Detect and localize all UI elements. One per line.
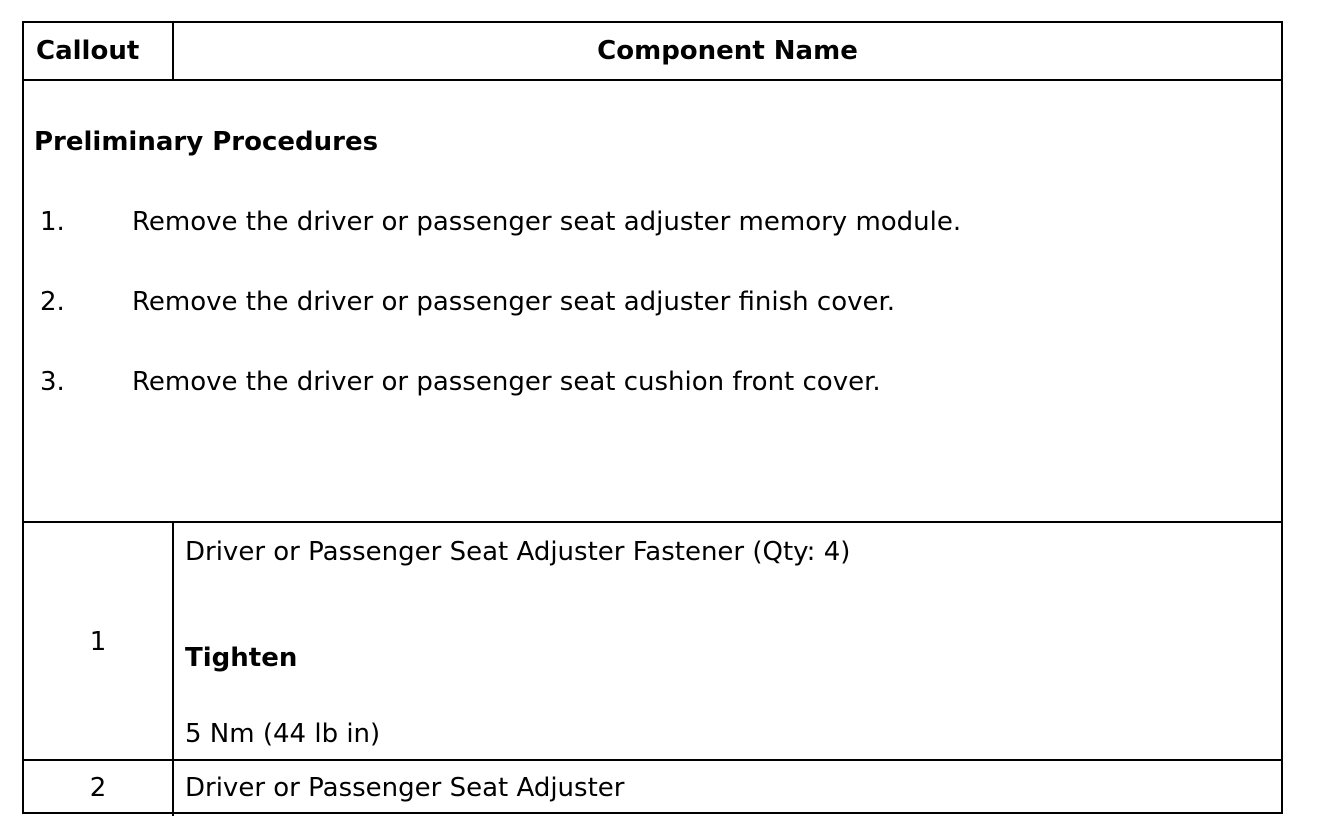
callout-cell — [24, 523, 174, 759]
table-header-row — [24, 23, 1281, 81]
callout-number: 1 — [89, 627, 107, 657]
preliminary-procedures-title: Preliminary Procedures — [34, 127, 379, 157]
step-number: 1. — [40, 207, 65, 237]
callout-number: 2 — [89, 773, 107, 803]
callout-cell — [24, 761, 174, 816]
component-name: Driver or Passenger Seat Adjuster — [185, 773, 625, 803]
component-cell — [174, 523, 1281, 759]
torque-spec: 5 Nm (44 lb in) — [185, 719, 381, 749]
header-component-label: Component Name — [597, 36, 858, 66]
step-text: Remove the driver or passenger seat cushion front cover. — [132, 367, 881, 397]
step-text: Remove the driver or passenger seat adjuster memory module. — [132, 207, 962, 237]
step-text: Remove the driver or passenger seat adjuster finish cover. — [132, 287, 896, 317]
preliminary-procedures-row — [24, 81, 1281, 523]
component-table — [22, 21, 1283, 814]
step-number: 2. — [40, 287, 65, 317]
component-cell — [174, 761, 1281, 816]
header-component-cell — [174, 23, 1281, 79]
component-name: Driver or Passenger Seat Adjuster Fastener (Qty: 4) — [185, 537, 851, 567]
step-number: 3. — [40, 367, 65, 397]
header-callout-cell — [24, 23, 174, 79]
table-row — [24, 523, 1281, 761]
table-row — [24, 761, 1281, 816]
header-callout-label: Callout — [36, 36, 140, 66]
tighten-label: Tighten — [185, 643, 298, 673]
